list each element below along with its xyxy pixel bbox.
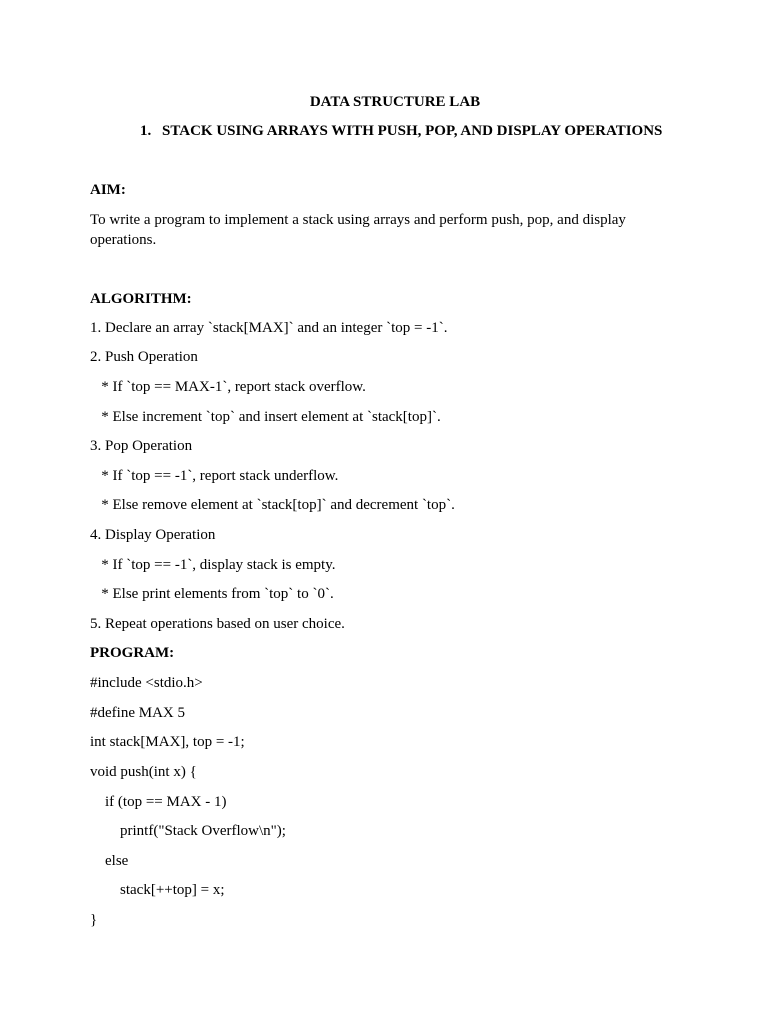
code-line: if (top == MAX - 1) [90, 794, 227, 810]
code-line: #include <stdio.h> [90, 675, 203, 691]
algorithm-step: 4. Display Operation [90, 527, 216, 543]
aim-heading: AIM: [90, 182, 126, 198]
algorithm-step: 2. Push Operation [90, 349, 198, 365]
algorithm-step: 3. Pop Operation [90, 438, 193, 454]
code-line: else [90, 853, 129, 869]
experiment-number: 1. [140, 123, 152, 139]
algorithm-substep: * If `top == MAX-1`, report stack overflow. [90, 379, 366, 395]
code-line: int stack[MAX], top = -1; [90, 734, 245, 750]
algorithm-substep: * If `top == -1`, report stack underflow. [90, 468, 339, 484]
algorithm-substep: * Else print elements from `top` to `0`. [90, 586, 334, 602]
algorithm-step: 5. Repeat operations based on user choice. [90, 616, 345, 632]
algorithm-substep: * If `top == -1`, display stack is empty. [90, 557, 336, 573]
algorithm-substep: * Else remove element at `stack[top]` and decrement `top`. [90, 497, 455, 513]
code-line: #define MAX 5 [90, 705, 185, 721]
experiment-title: STACK USING ARRAYS WITH PUSH, POP, AND DISPLAY OPERATIONS [162, 123, 663, 139]
algorithm-heading: ALGORITHM: [90, 291, 192, 307]
code-line: stack[++top] = x; [90, 882, 225, 898]
program-heading: PROGRAM: [90, 645, 175, 661]
code-line: printf("Stack Overflow\n"); [90, 823, 286, 839]
algorithm-substep: * Else increment `top` and insert element at `stack[top]`. [90, 409, 441, 425]
algorithm-step: 1. Declare an array `stack[MAX]` and an integer `top = -1`. [90, 320, 448, 336]
code-line: } [90, 912, 98, 928]
lab-title: DATA STRUCTURE LAB [309, 94, 481, 110]
code-line: void push(int x) { [90, 764, 197, 780]
aim-text: To write a program to implement a stack using arrays and perform push, pop, and display operations. [90, 212, 626, 248]
